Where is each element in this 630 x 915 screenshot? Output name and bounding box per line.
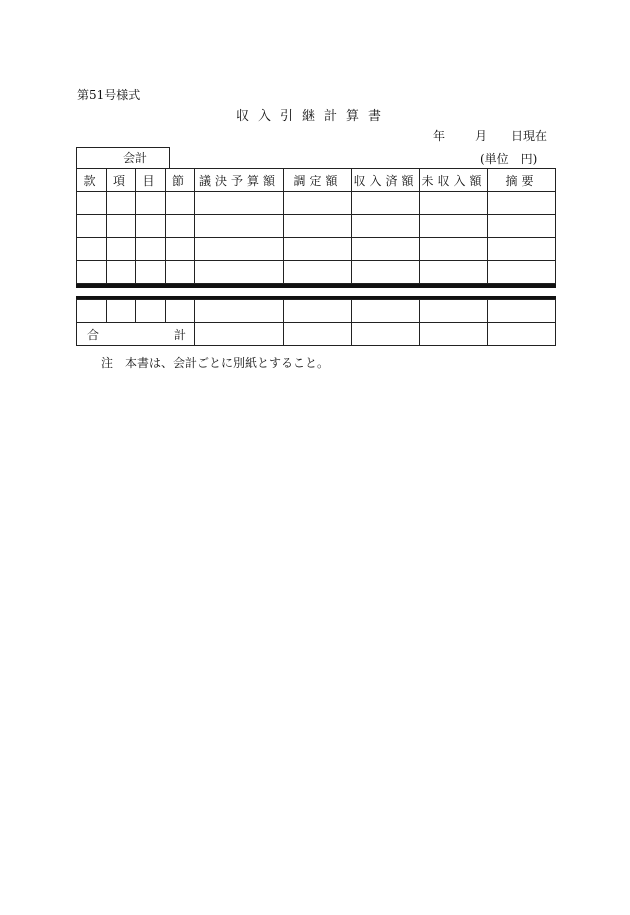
budget-table-continued — [76, 299, 556, 346]
account-box: 会計 — [76, 147, 170, 168]
table-cell[interactable] — [195, 261, 284, 284]
total-assessed-cell[interactable] — [284, 323, 352, 346]
table-cell[interactable] — [488, 238, 556, 261]
document-title: 収入引継計算書 — [236, 109, 391, 124]
table-cell[interactable] — [107, 238, 136, 261]
table-cell[interactable] — [77, 261, 107, 284]
table-cell[interactable] — [352, 300, 420, 323]
table-row — [77, 238, 556, 261]
table-cell[interactable] — [352, 192, 420, 215]
table-cell[interactable] — [77, 300, 107, 323]
table-cell[interactable] — [284, 300, 352, 323]
table-cell[interactable] — [352, 261, 420, 284]
col-header-moku: 目 — [136, 169, 166, 192]
table-cell[interactable] — [488, 300, 556, 323]
table-cell[interactable] — [77, 192, 107, 215]
budget-table — [76, 168, 556, 284]
table-cell[interactable] — [77, 215, 107, 238]
table-cell[interactable] — [284, 215, 352, 238]
col-header-unreceived: 未収入額 — [420, 169, 488, 192]
col-header-remarks: 摘要 — [488, 169, 556, 192]
omission-separator-top — [76, 284, 556, 288]
table-cell[interactable] — [136, 238, 166, 261]
table-cell[interactable] — [107, 192, 136, 215]
total-remarks-cell[interactable] — [488, 323, 556, 346]
table-header-row — [77, 169, 556, 192]
col-header-setsu: 節 — [166, 169, 195, 192]
total-row — [77, 323, 556, 346]
col-header-budget: 議決予算額 — [195, 169, 284, 192]
unit-label: (単位 円) — [480, 152, 538, 166]
form-number: 第51号様式 — [77, 88, 141, 102]
table-row — [77, 192, 556, 215]
table-cell[interactable] — [352, 238, 420, 261]
table-row — [77, 261, 556, 284]
date-line — [433, 127, 547, 144]
table-cell[interactable] — [107, 261, 136, 284]
table-cell[interactable] — [136, 300, 166, 323]
table-cell[interactable] — [420, 238, 488, 261]
table-cell[interactable] — [166, 300, 195, 323]
table-cell[interactable] — [136, 215, 166, 238]
table-cell[interactable] — [166, 215, 195, 238]
table-cell[interactable] — [488, 215, 556, 238]
table-cell[interactable] — [420, 300, 488, 323]
table-cell[interactable] — [284, 261, 352, 284]
date-year-label: 年 — [433, 129, 446, 143]
total-label-right: 計 — [173, 327, 186, 342]
table-cell[interactable] — [136, 192, 166, 215]
table-cell[interactable] — [166, 238, 195, 261]
total-label-left: 合 — [87, 327, 100, 342]
table-cell[interactable] — [352, 215, 420, 238]
col-header-received: 収入済額 — [352, 169, 420, 192]
table-cell[interactable] — [195, 300, 284, 323]
table-cell[interactable] — [107, 300, 136, 323]
table-cell[interactable] — [195, 238, 284, 261]
table-row — [77, 215, 556, 238]
table-cell[interactable] — [77, 238, 107, 261]
table-cell[interactable] — [420, 192, 488, 215]
total-received-cell[interactable] — [352, 323, 420, 346]
col-header-kou: 項 — [107, 169, 136, 192]
table-cell[interactable] — [284, 238, 352, 261]
table-cell[interactable] — [488, 192, 556, 215]
total-label-cell — [77, 323, 195, 346]
table-cell[interactable] — [107, 215, 136, 238]
total-budget-cell[interactable] — [195, 323, 284, 346]
total-unreceived-cell[interactable] — [420, 323, 488, 346]
table-cell[interactable] — [420, 261, 488, 284]
table-cell[interactable] — [284, 192, 352, 215]
date-day-label: 日現在 — [511, 129, 548, 143]
table-cell[interactable] — [136, 261, 166, 284]
col-header-kan: 款 — [77, 169, 107, 192]
table-cell[interactable] — [488, 261, 556, 284]
table-cell[interactable] — [420, 215, 488, 238]
table-cell[interactable] — [195, 215, 284, 238]
table-cell[interactable] — [166, 261, 195, 284]
date-month-label: 月 — [475, 129, 488, 143]
table-row — [77, 300, 556, 323]
col-header-assessed: 調定額 — [284, 169, 352, 192]
footnote: 注 本書は、会計ごとに別紙とすること。 — [101, 356, 330, 370]
table-cell[interactable] — [166, 192, 195, 215]
table-cell[interactable] — [195, 192, 284, 215]
